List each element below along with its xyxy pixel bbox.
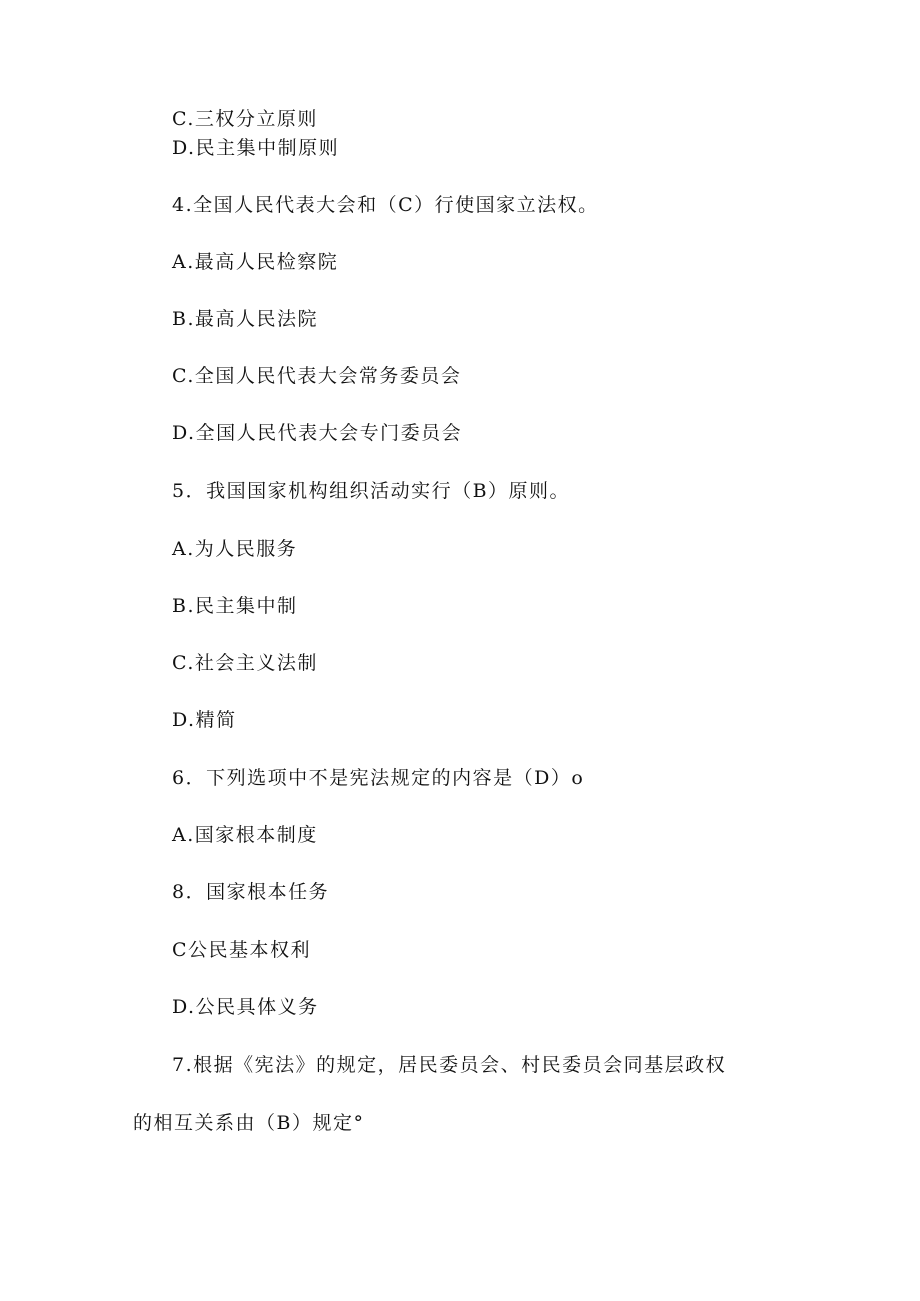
question-6: 6．下列选项中不是宪法规定的内容是（D）o xyxy=(172,767,585,789)
question-5-option-c: C.社会主义法制 xyxy=(172,652,318,674)
question-5-option-a: A.为人民服务 xyxy=(172,538,298,560)
question-5: 5．我国国家机构组织活动实行（B）原则。 xyxy=(172,480,571,502)
question-4-option-d: D.全国人民代表大会专门委员会 xyxy=(172,422,463,444)
question-4-option-b: B.最高人民法院 xyxy=(172,308,319,330)
question-6-option-c: C公民基本权利 xyxy=(172,939,312,961)
question-4-option-c: C.全国人民代表大会常务委员会 xyxy=(172,365,462,387)
question-4: 4.全国人民代表大会和（C）行使国家立法权。 xyxy=(172,194,599,216)
question-5-option-b: B.民主集中制 xyxy=(172,595,298,617)
question-6-option-a: A.国家根本制度 xyxy=(172,824,318,846)
question-5-option-d: D.精简 xyxy=(172,709,237,731)
question-7-continuation: 的相互关系由（B）规定° xyxy=(133,1112,365,1134)
question-6-option-b: 8．国家根本任务 xyxy=(172,881,330,903)
option-c-separation-of-powers: C.三权分立原则 xyxy=(172,108,318,130)
option-d-democratic-centralism-principle: D.民主集中制原则 xyxy=(172,137,340,159)
question-4-option-a: A.最高人民检察院 xyxy=(172,251,339,273)
question-6-option-d: D.公民具体义务 xyxy=(172,996,319,1018)
question-7: 7.根据《宪法》的规定，居民委员会、村民委员会同基层政权 xyxy=(172,1054,727,1076)
